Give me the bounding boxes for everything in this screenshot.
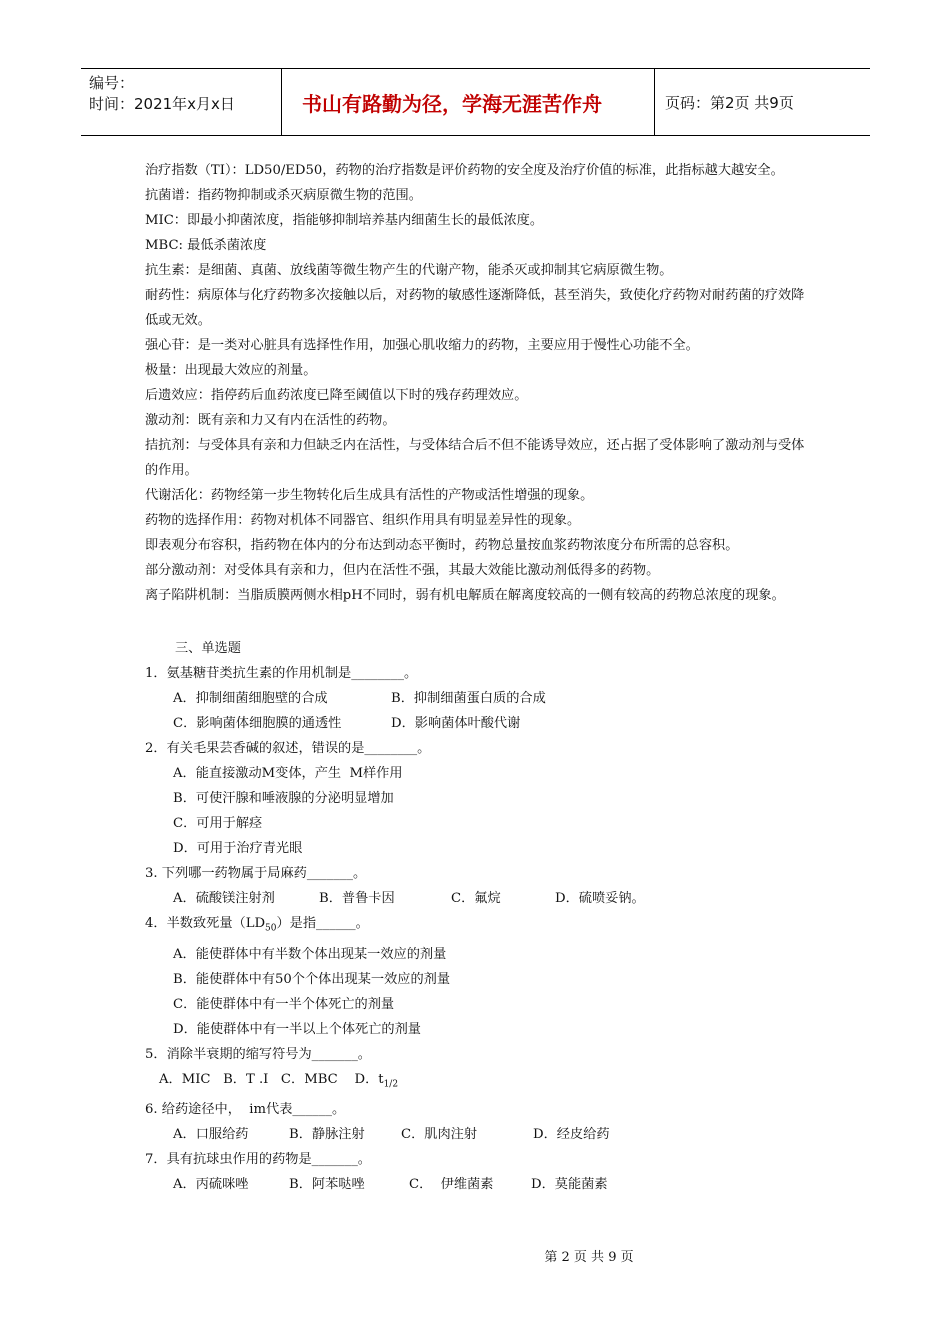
definition-item: 药物的选择作用：药物对机体不同器官、组织作用具有明显差异性的现象。 [145, 513, 581, 528]
page-header [81, 68, 870, 136]
option-b: B．可使汗腺和唾液腺的分泌明显增加 [173, 791, 394, 806]
section-title: 三、单选题 [175, 641, 241, 656]
option-c: C．影响菌体细胞膜的通透性 [173, 716, 342, 731]
definition-item: 耐药性：病原体与化疗药物多次接触以后，对药物的敏感性逐渐降低，甚至消失，致使化疗药物对耐药菌的疗效降低或无效。 [145, 288, 805, 328]
definition-item: 部分激动剂：对受体具有亲和力，但内在活性不强，其最大效能比激动剂低得多的药物。 [145, 563, 660, 578]
question-1-options-row-1 [145, 686, 815, 711]
question-1-options-row-2 [145, 711, 815, 736]
definition-item: 代谢活化：药物经第一步生物转化后生成具有活性的产物或活性增强的现象。 [145, 488, 594, 503]
definition-item: MBC: 最低杀菌浓度 [145, 238, 267, 253]
question-1: 1．氨基糖苷类抗生素的作用机制是________。 [145, 666, 418, 681]
question-4 [145, 911, 815, 942]
definitions-list [145, 158, 815, 608]
footer-page-number: 第 2 页 共 9 页 [544, 1250, 634, 1265]
option-b: B．抑制细菌蛋白质的合成 [391, 691, 546, 706]
time-label: 时间：2021年x月x日 [89, 95, 235, 113]
question-5-options-text: A．MIC B．T .I C．MBC D．t [159, 1071, 384, 1087]
page-footer [0, 1246, 950, 1265]
definition-item: 抗菌谱：指药物抑制或杀灭病原微生物的范围。 [145, 188, 422, 203]
header-page-label: 页码：第2页 共9页 [665, 93, 794, 112]
option-d: D．可用于治疗青光眼 [173, 841, 303, 856]
option-c: C．氟烷 [451, 891, 501, 906]
question-5-options [145, 1067, 815, 1098]
question-6-options [145, 1122, 815, 1147]
definition-item: 离子陷阱机制：当脂质膜两侧水相pH不同时，弱有机电解质在解离度较高的一侧有较高的药物总浓度的现象。 [145, 588, 785, 603]
option-a: A．能使群体中有半数个体出现某一效应的剂量 [173, 946, 447, 962]
option-b: B．阿苯哒唑 [289, 1177, 365, 1193]
question-4-text: 4．半数致死量（LD [145, 916, 266, 931]
question-3: 3. 下列哪一药物属于局麻药_______。 [145, 866, 367, 881]
header-meta [81, 69, 282, 135]
document-body [145, 158, 815, 1197]
question-4-text-end: ）是指______。 [276, 916, 369, 931]
question-5-subscript: 1/2 [383, 1079, 399, 1090]
number-label: 编号： [89, 74, 135, 92]
option-d: D．能使群体中有一半以上个体死亡的剂量 [173, 1021, 421, 1037]
question-4-subscript: 50 [265, 923, 277, 934]
option-a: A．能直接激动M变体，产生 M样作用 [173, 766, 403, 781]
question-3-options [145, 886, 815, 911]
question-6: 6. 给药途径中， im代表______。 [145, 1102, 346, 1118]
option-c: C．肌肉注射 [401, 1127, 478, 1143]
option-c: C．能使群体中有一半个体死亡的剂量 [173, 996, 395, 1012]
definition-item: 抗生素：是细菌、真菌、放线菌等微生物产生的代谢产物，能杀灭或抑制其它病原微生物。 [145, 263, 673, 278]
option-d: D．莫能菌素 [531, 1177, 608, 1193]
option-d: D．硫喷妥钠。 [555, 891, 645, 906]
option-a: A．口服给药 [173, 1127, 249, 1143]
option-a: A．硫酸镁注射剂 [173, 891, 275, 906]
option-b: B．静脉注射 [289, 1127, 365, 1143]
option-b: B．普鲁卡因 [319, 891, 395, 906]
option-a: A．抑制细菌细胞壁的合成 [173, 691, 328, 706]
definition-item: 激动剂：既有亲和力又有内在活性的药物。 [145, 413, 396, 428]
option-b: B．能使群体中有50个个体出现某一效应的剂量 [173, 971, 451, 987]
option-d: D．影响菌体叶酸代谢 [391, 716, 521, 731]
question-5: 5．消除半衰期的缩写符号为_______。 [145, 1046, 371, 1062]
definition-item: 强心苷：是一类对心脏具有选择性作用，加强心肌收缩力的药物，主要应用于慢性心功能不全。 [145, 338, 699, 353]
definition-item: MIC：即最小抑菌浓度，指能够抑制培养基内细菌生长的最低浓度。 [145, 213, 544, 228]
option-d: D．经皮给药 [533, 1127, 610, 1143]
definition-item: 后遗效应：指停药后血药浓度已降至阈值以下时的残存药理效应。 [145, 388, 528, 403]
question-2: 2．有关毛果芸香碱的叙述，错误的是________。 [145, 741, 431, 756]
option-c: C． 伊维菌素 [409, 1177, 494, 1193]
definition-item: 拮抗剂：与受体具有亲和力但缺乏内在活性，与受体结合后不但不能诱导效应，还占据了受体影响了激动剂与受体的作用。 [145, 438, 805, 478]
question-7-options [145, 1172, 815, 1197]
definition-item: 治疗指数（TI）：LD50/ED50，药物的治疗指数是评价药物的安全度及治疗价值的标准，此指标越大越安全。 [145, 163, 784, 178]
header-motto: 书山有路勤为径，学海无涯苦作舟 [282, 69, 655, 135]
option-a: A．丙硫咪唑 [173, 1177, 249, 1193]
definition-item: 极量：出现最大效应的剂量。 [145, 363, 317, 378]
option-c: C．可用于解痉 [173, 816, 263, 831]
question-7: 7．具有抗球虫作用的药物是_______。 [145, 1152, 371, 1168]
definition-item: 即表观分布容积，指药物在体内的分布达到动态平衡时，药物总量按血浆药物浓度分布所需的总容积。 [145, 538, 739, 553]
